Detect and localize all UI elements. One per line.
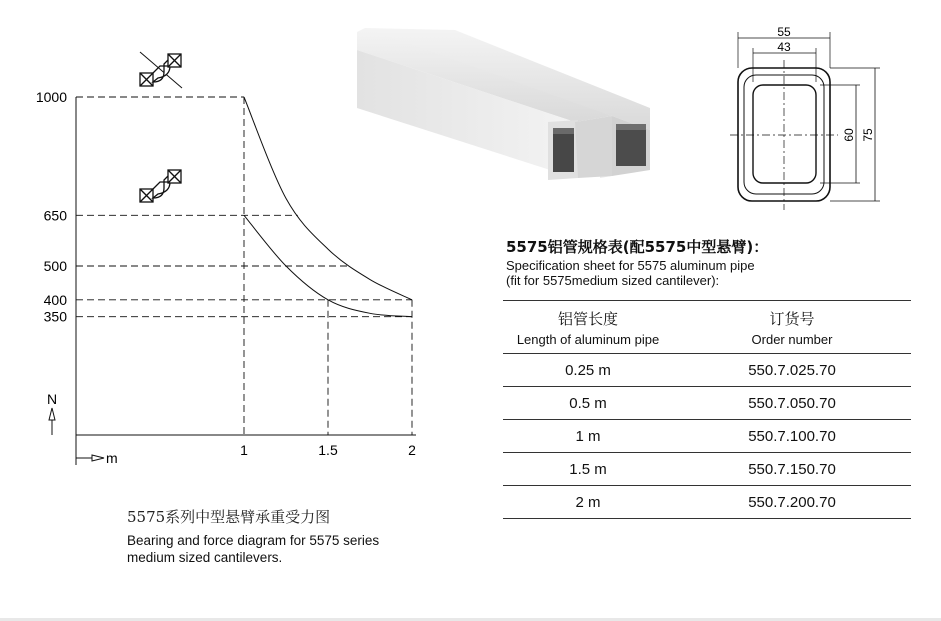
table-row xyxy=(503,453,911,486)
cell-order-number: 550.7.025.70 xyxy=(748,361,836,379)
table-row xyxy=(503,354,911,387)
cell-order-number: 550.7.150.70 xyxy=(748,460,836,478)
x-tick-1.5: 1.5 xyxy=(318,442,338,458)
table-row xyxy=(503,387,911,420)
y-tick-1000: 1000 xyxy=(35,89,67,105)
table-row xyxy=(503,420,911,453)
spec-title-en-line1: Specification sheet for 5575 aluminum pipe xyxy=(506,258,755,273)
header-order-en: Order number xyxy=(751,331,833,347)
dim-inner-width: 43 xyxy=(777,40,791,54)
diagram-caption-cn: 5575系列中型悬臂承重受力图 xyxy=(127,508,331,526)
header-length-cn: 铝管长度 xyxy=(557,309,618,328)
table-row xyxy=(503,486,911,519)
pipe-cross-section-drawing xyxy=(700,20,900,220)
cell-length: 0.5 m xyxy=(569,394,607,412)
x-axis-label: m xyxy=(106,450,118,466)
spec-table xyxy=(503,300,911,519)
spec-title-cn: 5575铝管规格表(配5575中型悬臂)： xyxy=(506,238,769,256)
cell-length: 0.25 m xyxy=(565,361,611,379)
cell-order-number: 550.7.200.70 xyxy=(748,493,836,511)
dim-outer-width: 55 xyxy=(777,25,791,39)
y-tick-500: 500 xyxy=(43,258,67,274)
diagram-caption-en-line2: medium sized cantilevers. xyxy=(127,550,283,565)
y-tick-650: 650 xyxy=(43,207,67,224)
diagram-caption-en-line1: Bearing and force diagram for 5575 series xyxy=(127,533,380,548)
cell-length: 1.5 m xyxy=(569,460,607,478)
cell-order-number: 550.7.100.70 xyxy=(748,427,836,445)
header-length-en: Length of aluminum pipe xyxy=(516,331,660,347)
cell-order-number: 550.7.050.70 xyxy=(748,394,836,412)
cell-length: 1 m xyxy=(575,427,601,445)
header-order-cn: 订货号 xyxy=(769,309,815,328)
header-order xyxy=(673,301,911,353)
y-tick-350: 350 xyxy=(43,308,67,325)
x-tick-1: 1 xyxy=(240,442,248,458)
dim-inner-height: 60 xyxy=(842,128,856,142)
y-tick-400: 400 xyxy=(43,291,67,308)
cell-length: 2 m xyxy=(575,493,601,511)
y-axis-label: N xyxy=(47,391,58,407)
header-length xyxy=(503,301,673,353)
dim-outer-height: 75 xyxy=(861,128,875,142)
spec-title-en xyxy=(506,258,755,288)
x-tick-2: 2 xyxy=(408,442,416,458)
spec-title-en-line2: (fit for 5575medium sized cantilever): xyxy=(506,273,720,288)
spec-table-header xyxy=(503,300,911,354)
